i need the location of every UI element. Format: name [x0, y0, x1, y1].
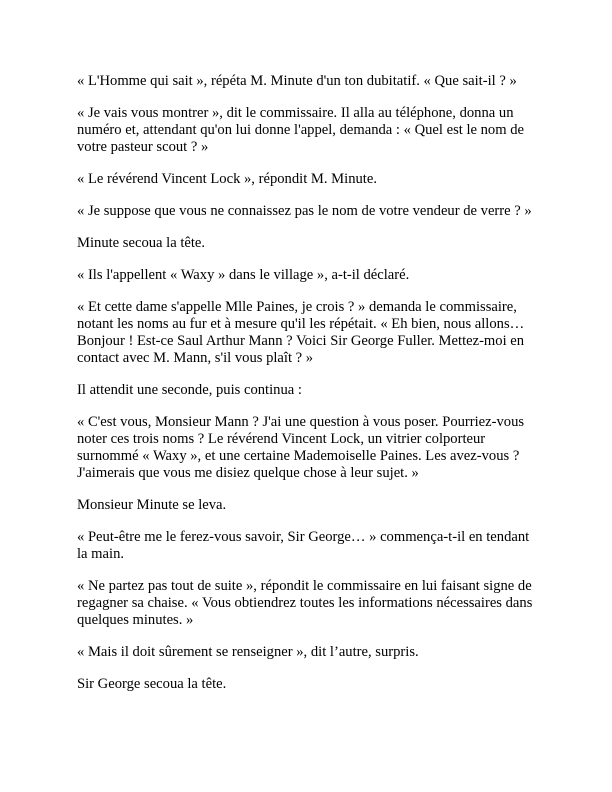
- paragraph: « Ils l'appellent « Waxy » dans le village », a-t-il déclaré.: [77, 267, 410, 283]
- paragraph: « Je suppose que vous ne connaissez pas le nom de votre vendeur de verre ? »: [77, 203, 532, 219]
- paragraph: Sir George secoua la tête.: [77, 676, 227, 692]
- paragraph: « Je vais vous montrer », dit le commissaire. Il alla au téléphone, donna un numéro et, attendant qu'on lui donne l'appel, demanda : « Quel est le nom de votre pasteur scout ? »: [77, 105, 525, 155]
- paragraph: « L'Homme qui sait », répéta M. Minute d'un ton dubitatif. « Que sait-il ? »: [77, 73, 517, 89]
- paragraph: Minute secoua la tête.: [77, 235, 206, 251]
- paragraph: « C'est vous, Monsieur Mann ? J'ai une question à vous poser. Pourriez-vous noter ces trois noms ? Le révérend Vincent Lock, un vitrier colporteur surnommé « Waxy », et une certaine Mademoiselle Paines. Les avez-vous ? J'aimerais que vous me disiez quelque chose à leur sujet. »: [77, 414, 525, 481]
- paragraph: « Le révérend Vincent Lock », répondit M. Minute.: [77, 171, 377, 187]
- paragraph: « Ne partez pas tout de suite », répondit le commissaire en lui faisant signe de regagner sa chaise. « Vous obtiendrez toutes les informations nécessaires dans quelques minutes. »: [77, 578, 533, 628]
- paragraph: Monsieur Minute se leva.: [77, 497, 227, 513]
- document-body: [77, 73, 535, 708]
- paragraph: « Et cette dame s'appelle Mlle Paines, je crois ? » demanda le commissaire, notant les noms au fur et à mesure qu'il les répétait. « Eh bien, nous allons… Bonjour ! Est-ce Saul Arthur Mann ? Voici Sir George Fuller. Mettez-moi en contact avec M. Mann, s'il vous plaît ? »: [77, 299, 525, 366]
- paragraph: « Mais il doit sûrement se renseigner », dit l’autre, surpris.: [77, 644, 419, 660]
- paragraph: Il attendit une seconde, puis continua :: [77, 382, 302, 398]
- paragraph: « Peut-être me le ferez-vous savoir, Sir George… » commença-t-il en tendant la main.: [77, 529, 530, 562]
